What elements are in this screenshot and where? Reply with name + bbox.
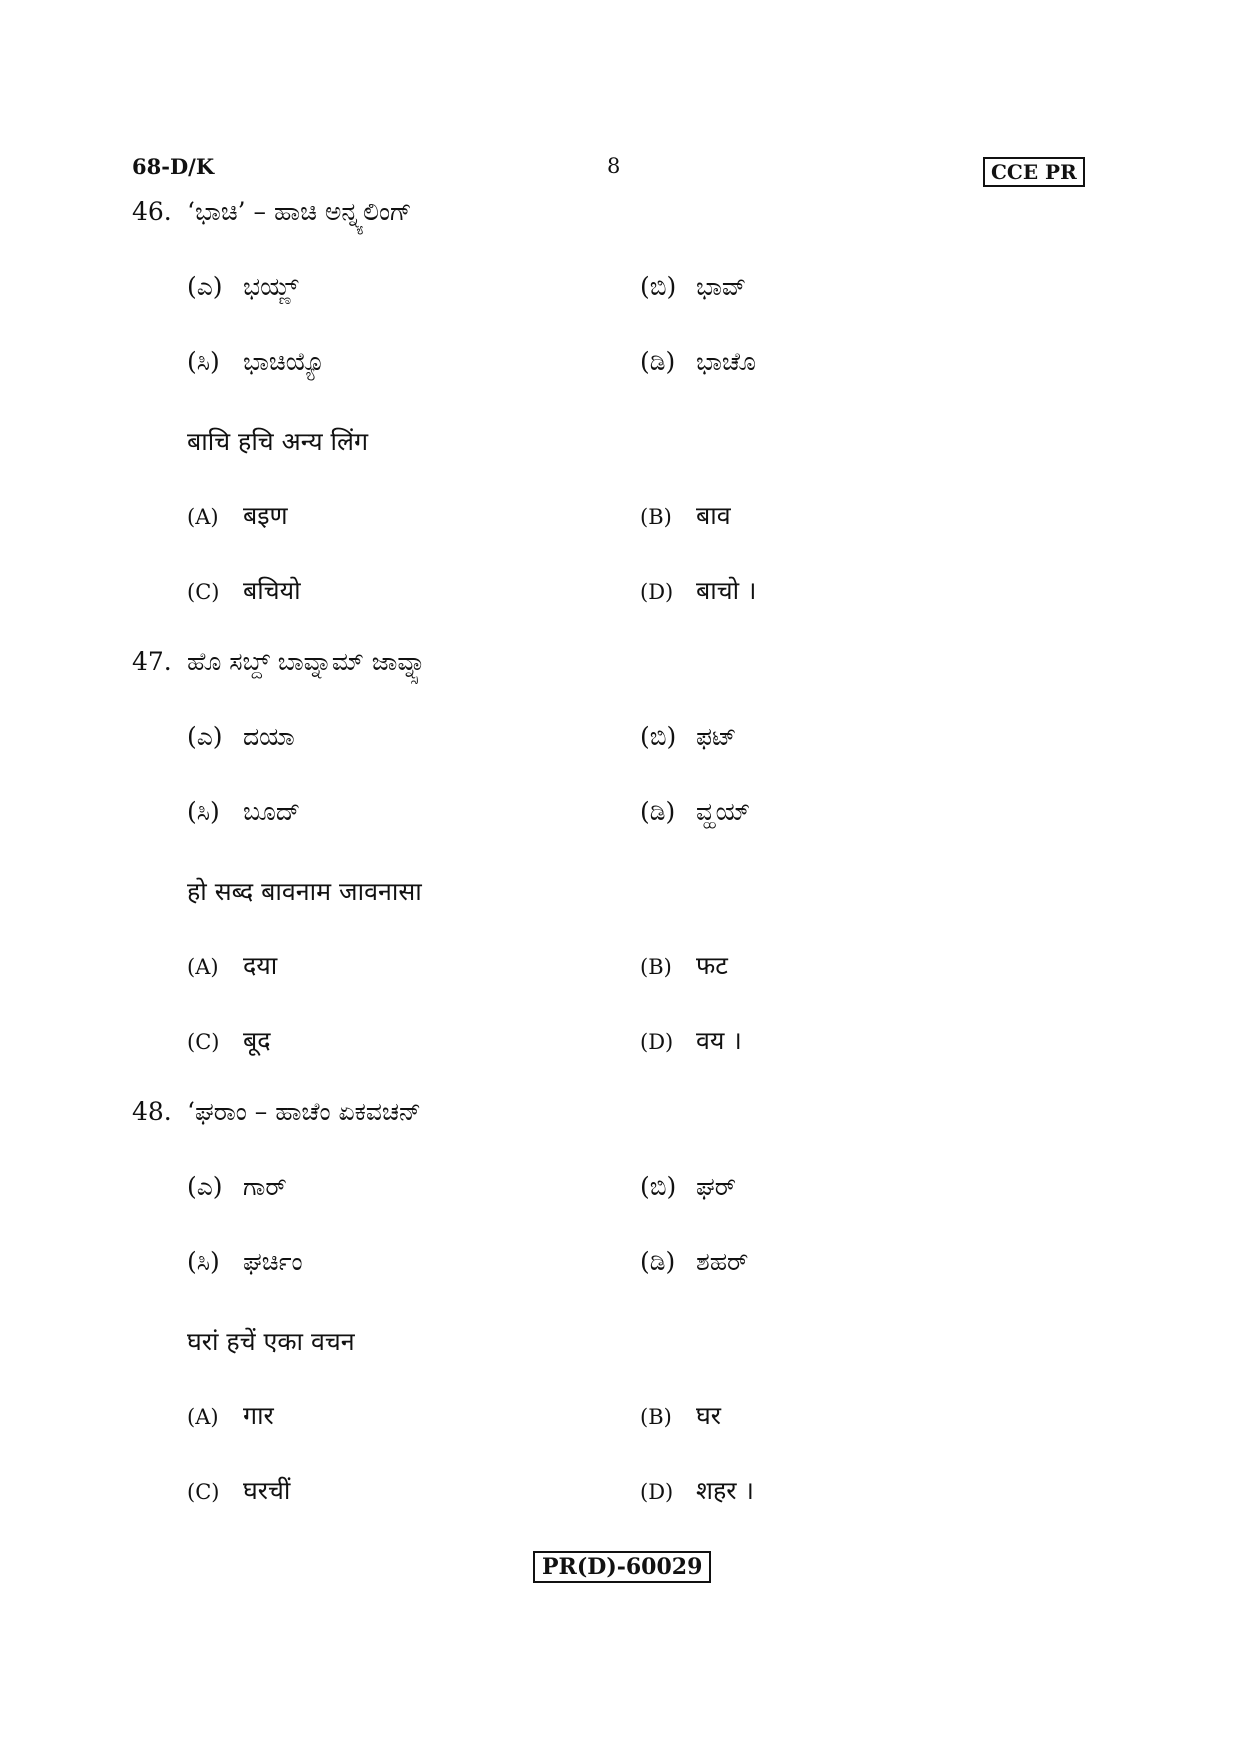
q48-option-b-kn [640, 1172, 736, 1202]
question-number: 46. [132, 197, 172, 226]
option-label: (A) [187, 505, 219, 529]
q48-option-c-kn [187, 1247, 303, 1277]
q46-stem-devanagari: बाचि हचि अन्य लिंग [187, 427, 369, 456]
option-text: ಫಟ್ [696, 722, 737, 751]
q48-option-d-dev [640, 1473, 754, 1507]
option-label: (C) [187, 1030, 220, 1054]
q47-option-a-kn [187, 722, 295, 752]
q48-option-c-dev [187, 1473, 290, 1507]
q48-stem-devanagari: घरां हचें एका वचन [187, 1327, 355, 1356]
option-label: (D) [640, 1480, 674, 1504]
option-text: ಬೂದ್ [243, 797, 301, 826]
question-text-kannada: ‘ಭಾಚಿ’ – ಹಾಚಿ ಅನ್ನ್ಯಲಿಂಗ್ [187, 197, 412, 226]
question-48-stem [132, 1097, 421, 1127]
option-label: (B) [640, 955, 672, 979]
option-text: दया [243, 951, 278, 980]
option-label: (ಬಿ) [640, 272, 677, 301]
question-number: 47. [132, 647, 172, 676]
option-text: ಭಾವ್ [696, 272, 747, 301]
q46-option-a-dev [187, 498, 288, 532]
q47-option-c-kn [187, 797, 300, 827]
option-label: (ಬಿ) [640, 1172, 677, 1201]
option-text: ಶಹರ್ [696, 1247, 749, 1276]
page-number: 8 [607, 154, 621, 178]
q48-option-a-dev [187, 1398, 274, 1432]
q47-option-d-dev [640, 1023, 742, 1057]
option-text: बाव [696, 501, 731, 530]
q47-option-d-kn [640, 797, 751, 827]
question-number: 48. [132, 1097, 172, 1126]
option-text: घरचीं [243, 1476, 291, 1505]
option-label: (ಡಿ) [640, 797, 676, 826]
option-label: (ಬಿ) [640, 722, 677, 751]
q47-stem-devanagari: हो सब्द बावनाम जावनासा [187, 877, 422, 906]
q46-option-a-kn [187, 272, 298, 302]
option-label: (C) [187, 580, 220, 604]
footer-code-box: PR(D)-60029 [533, 1551, 711, 1583]
q46-option-d-dev [640, 573, 757, 607]
q47-option-b-dev [640, 948, 728, 982]
option-text: ಘರ್ಚಿಂ [243, 1247, 303, 1276]
option-label: (C) [187, 1480, 220, 1504]
q46-option-d-kn [640, 347, 756, 377]
series-box: CCE PR [983, 157, 1085, 187]
option-label: (ಎ) [187, 1172, 223, 1201]
question-46-stem [132, 197, 412, 227]
option-label: (ಡಿ) [640, 1247, 676, 1276]
option-text: बाचो । [696, 576, 757, 605]
option-text: शहर । [696, 1476, 754, 1505]
option-label: (ಎ) [187, 722, 223, 751]
option-label: (D) [640, 580, 674, 604]
q46-option-b-kn [640, 272, 746, 302]
option-text: ದಯಾ [243, 722, 295, 751]
q46-option-c-kn [187, 347, 325, 377]
option-text: ಭಯ್ಣ್ [243, 272, 299, 301]
q46-option-b-dev [640, 498, 731, 532]
q48-option-b-dev [640, 1398, 721, 1432]
option-label: (ಎ) [187, 272, 223, 301]
option-text: घर [696, 1401, 722, 1430]
option-text: ಗಾರ್ [243, 1172, 287, 1201]
q48-option-d-kn [640, 1247, 748, 1277]
question-text-kannada: ಹೊ ಸಬ್ದ್ ಬಾವ್ನಾಮ್ ಜಾವ್ನ್ಸಾ [187, 647, 430, 676]
option-label: (ಸಿ) [187, 1247, 220, 1276]
q47-option-a-dev [187, 948, 277, 982]
option-label: (A) [187, 1405, 219, 1429]
q46-option-c-dev [187, 573, 301, 607]
option-label: (B) [640, 505, 672, 529]
q48-option-a-kn [187, 1172, 287, 1202]
option-label: (ಡಿ) [640, 347, 676, 376]
option-label: (D) [640, 1030, 674, 1054]
paper-code: 68-D/K [132, 154, 215, 179]
option-text: ಭಾಚಿಯ್ಯೊ [243, 347, 326, 376]
option-text: बूद [243, 1026, 271, 1055]
option-text: वय । [696, 1026, 742, 1055]
option-text: बइण [243, 501, 288, 530]
option-text: बचियो [243, 576, 301, 605]
option-label: (B) [640, 1405, 672, 1429]
option-text: ವ್ಹಯ್ [696, 797, 751, 826]
q47-option-b-kn [640, 722, 737, 752]
option-label: (ಸಿ) [187, 347, 220, 376]
question-47-stem [132, 647, 430, 677]
option-text: ಭಾಚೊ [696, 347, 756, 376]
question-text-kannada: ‘ಘರಾಂ – ಹಾಚೆಂ ಏಕವಚನ್ [187, 1097, 421, 1126]
option-text: फट [696, 951, 728, 980]
option-label: (ಸಿ) [187, 797, 220, 826]
option-label: (A) [187, 955, 219, 979]
option-text: गार [243, 1401, 274, 1430]
q47-option-c-dev [187, 1023, 271, 1057]
option-text: ಘರ್ [696, 1172, 737, 1201]
